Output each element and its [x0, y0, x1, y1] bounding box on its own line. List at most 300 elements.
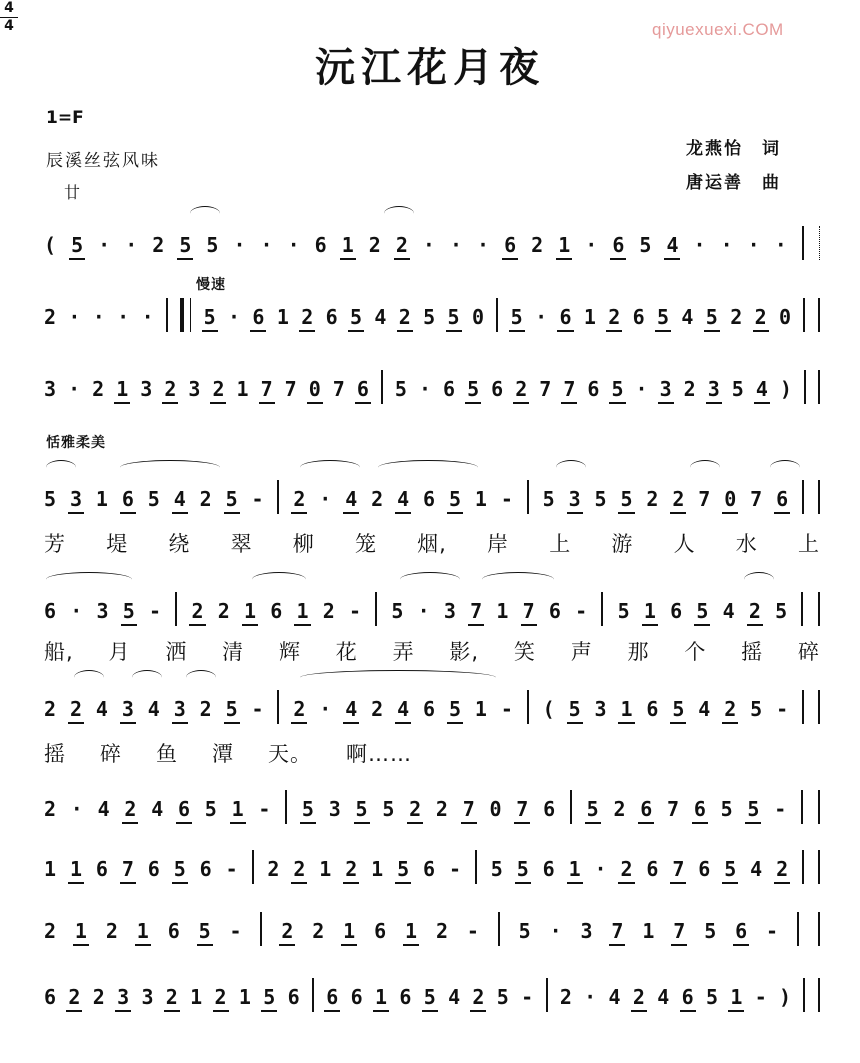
- bar-line: [498, 912, 500, 946]
- note: 5: [173, 857, 186, 881]
- note: 0: [471, 305, 484, 329]
- lyric-syllable: 游: [611, 532, 634, 556]
- lyric-syllable: 船,: [44, 640, 74, 664]
- note: ·: [117, 305, 130, 329]
- note: 3: [580, 919, 593, 943]
- note: 2: [92, 377, 105, 401]
- note: 6: [543, 797, 556, 821]
- note: 2: [68, 985, 81, 1009]
- lyric-syllable: 洒: [165, 640, 188, 664]
- note: 5: [198, 919, 211, 943]
- slur: [190, 206, 220, 221]
- note: 5: [447, 305, 460, 329]
- note: 2: [124, 797, 137, 821]
- note: 2: [44, 797, 57, 821]
- note: 2: [371, 487, 384, 511]
- bar-line: [801, 790, 803, 824]
- note: 5: [705, 985, 719, 1009]
- lyric-syllable: 人: [673, 532, 696, 556]
- note: 6: [423, 857, 436, 881]
- note: 6: [287, 985, 300, 1009]
- note: ·: [594, 857, 607, 881]
- note: 1: [568, 857, 581, 881]
- note: 2: [199, 697, 212, 721]
- bar-line: [802, 690, 804, 724]
- note: 2: [368, 233, 381, 257]
- note: ·: [92, 305, 105, 329]
- note: 2: [409, 797, 422, 821]
- note: 2: [515, 377, 528, 401]
- note: 6: [559, 305, 572, 329]
- note: 5: [617, 599, 630, 623]
- note: 5: [382, 797, 395, 821]
- slur: [400, 572, 460, 587]
- bar-line: [496, 298, 498, 332]
- note: 2: [608, 305, 621, 329]
- notation-row-3: [44, 372, 820, 402]
- notation-row-7: [44, 792, 820, 822]
- bar-line-end: [819, 226, 820, 260]
- note: 5: [657, 305, 670, 329]
- lyric-syllable: 上: [797, 532, 820, 556]
- bar-line: [527, 480, 529, 514]
- time-signature: [0, 0, 18, 35]
- song-title: 沅江花月夜: [315, 44, 545, 91]
- note: ): [779, 377, 792, 401]
- lyric-syllable: 声: [570, 640, 593, 664]
- note: 1: [343, 919, 356, 943]
- note: 6: [95, 857, 108, 881]
- note: 4: [666, 233, 679, 257]
- lyric-syllable: 柳: [292, 532, 315, 556]
- note: 2: [724, 697, 737, 721]
- note: 6: [646, 697, 659, 721]
- slur: [132, 670, 162, 685]
- note: 7: [563, 377, 576, 401]
- note: -: [251, 697, 264, 721]
- note: 5: [620, 487, 633, 511]
- slur: [46, 460, 76, 475]
- note: 1: [296, 599, 309, 623]
- note: 2: [44, 697, 57, 721]
- lyric-syllable: 岸: [487, 532, 509, 556]
- note: 5: [516, 857, 529, 881]
- slur: [770, 460, 800, 475]
- note: 6: [698, 857, 711, 881]
- note: 3: [121, 697, 134, 721]
- note: 5: [397, 857, 410, 881]
- tempo-mark-slow: 慢速: [196, 277, 226, 293]
- note: 5: [122, 599, 135, 623]
- note: 6: [177, 797, 191, 821]
- bar-line: [175, 592, 177, 626]
- note: 6: [548, 599, 561, 623]
- note: 3: [96, 599, 109, 623]
- bar-line: [802, 850, 804, 884]
- note: 5: [147, 487, 160, 511]
- bar-line: [285, 790, 287, 824]
- bar-line: [804, 370, 806, 404]
- bar-line: [260, 912, 262, 946]
- note: 5: [724, 857, 737, 881]
- composer-credit: 唐运善 曲: [686, 173, 781, 193]
- note: 4: [397, 697, 410, 721]
- lyricist-credit: 龙燕怡 词: [686, 139, 781, 159]
- note: 5: [696, 599, 709, 623]
- note: 5: [672, 697, 685, 721]
- note: 2: [44, 919, 57, 943]
- lyric-syllable: 弄: [392, 640, 415, 664]
- tempo-mark-expressive: 恬雅柔美: [46, 435, 106, 451]
- note: 4: [95, 697, 108, 721]
- lyric-syllable: 清: [222, 640, 245, 664]
- note: ·: [584, 985, 597, 1009]
- note: 7: [462, 797, 475, 821]
- note: 2: [730, 305, 743, 329]
- note: 6: [504, 233, 517, 257]
- note: 4: [755, 377, 768, 401]
- note: 6: [199, 857, 212, 881]
- note: 5: [705, 305, 718, 329]
- note: -: [575, 599, 588, 623]
- note: 4: [345, 697, 358, 721]
- note: 1: [341, 233, 354, 257]
- lyric-syllable: 那: [627, 640, 650, 664]
- note: 6: [693, 797, 706, 821]
- note: 7: [667, 797, 680, 821]
- bar-line: [312, 978, 314, 1012]
- note: ·: [98, 233, 111, 257]
- note: 2: [105, 919, 118, 943]
- note: 3: [568, 487, 581, 511]
- note: 5: [203, 305, 216, 329]
- notation-row-10: [44, 980, 820, 1010]
- slur: [74, 670, 104, 685]
- note: ·: [319, 697, 332, 721]
- note: 6: [542, 857, 555, 881]
- note: 6: [587, 377, 600, 401]
- lyric-syllable: 鱼: [156, 742, 178, 766]
- note: 6: [147, 857, 160, 881]
- note: 2: [620, 857, 633, 881]
- note: 5: [496, 985, 509, 1009]
- note: 1: [730, 985, 743, 1009]
- note: 6: [681, 985, 694, 1009]
- slur: [46, 572, 132, 587]
- note: 6: [491, 377, 504, 401]
- note: 2: [748, 599, 761, 623]
- note: 6: [776, 487, 789, 511]
- note: 3: [659, 377, 672, 401]
- note: 5: [510, 305, 523, 329]
- note: ·: [720, 233, 733, 257]
- note: ·: [422, 233, 435, 257]
- note: 2: [472, 985, 485, 1009]
- note: 6: [325, 305, 338, 329]
- notation-row-9: [44, 914, 820, 944]
- note: ·: [287, 233, 300, 257]
- note: (: [542, 697, 555, 721]
- note: 7: [332, 377, 345, 401]
- notation-row-2: [44, 300, 820, 330]
- bar-line: [802, 226, 804, 260]
- note: 6: [314, 233, 327, 257]
- note: 3: [443, 599, 456, 623]
- note: 2: [212, 377, 225, 401]
- note: 1: [643, 599, 656, 623]
- note: 2: [672, 487, 685, 511]
- note: ·: [141, 305, 154, 329]
- note: 0: [724, 487, 737, 511]
- slur: [252, 572, 306, 587]
- note: 1: [496, 599, 509, 623]
- bar-line-end: [818, 912, 820, 946]
- note: 5: [568, 697, 581, 721]
- slur: [300, 670, 496, 685]
- note: 5: [71, 233, 84, 257]
- note: 0: [308, 377, 321, 401]
- note: 5: [594, 487, 607, 511]
- note: ·: [549, 919, 562, 943]
- slur: [378, 460, 478, 475]
- note: -: [348, 599, 361, 623]
- note: 4: [397, 487, 410, 511]
- note: 2: [301, 305, 314, 329]
- note: 7: [260, 377, 273, 401]
- note: 6: [350, 985, 363, 1009]
- note: ·: [449, 233, 462, 257]
- notation-row-4: [44, 482, 820, 512]
- note: -: [521, 985, 534, 1009]
- bar-line: [277, 690, 279, 724]
- note: 3: [69, 487, 82, 511]
- note: 5: [423, 305, 436, 329]
- note: 4: [681, 305, 694, 329]
- repeat-sign: [180, 298, 191, 332]
- note: 1: [558, 233, 571, 257]
- note: 5: [467, 377, 480, 401]
- note: 3: [173, 697, 186, 721]
- note: 6: [44, 985, 57, 1009]
- note: 5: [747, 797, 760, 821]
- note: 5: [263, 985, 276, 1009]
- note: 2: [322, 599, 335, 623]
- note: 5: [44, 487, 57, 511]
- note: ·: [635, 377, 648, 401]
- note: 2: [69, 697, 82, 721]
- lyric-syllable: 烟,: [417, 532, 447, 556]
- note: ·: [319, 487, 332, 511]
- note: 5: [179, 233, 192, 257]
- note: 4: [97, 797, 110, 821]
- note: 2: [632, 985, 645, 1009]
- note: ·: [228, 305, 241, 329]
- note: 3: [140, 377, 153, 401]
- fermata-count-mark: 廿: [64, 183, 81, 202]
- note: 6: [374, 919, 387, 943]
- note: 5: [639, 233, 652, 257]
- note: 2: [293, 697, 306, 721]
- note: 1: [69, 857, 82, 881]
- bar-line: [277, 480, 279, 514]
- note: -: [229, 919, 242, 943]
- note: 2: [398, 305, 411, 329]
- note: ·: [774, 233, 787, 257]
- note: 4: [608, 985, 621, 1009]
- note: 3: [141, 985, 154, 1009]
- bar-line: [252, 850, 254, 884]
- note: 4: [147, 697, 160, 721]
- note: 1: [116, 377, 129, 401]
- note: 2: [214, 985, 227, 1009]
- site-watermark: qiyuexuexi.COM: [652, 20, 784, 39]
- note: -: [500, 487, 513, 511]
- note: 4: [657, 985, 670, 1009]
- note: ·: [70, 599, 83, 623]
- lyric-syllable: 啊……: [346, 742, 412, 766]
- bar-line-end: [818, 978, 820, 1012]
- note: 1: [276, 305, 289, 329]
- bar-line-end: [818, 790, 820, 824]
- lyric-syllable: 上: [549, 532, 572, 556]
- slur: [744, 572, 774, 587]
- note: 7: [284, 377, 297, 401]
- bar-line: [475, 850, 477, 884]
- notation-row-8: [44, 852, 820, 882]
- note: 0: [489, 797, 502, 821]
- lyric-syllable: 笼: [354, 532, 377, 556]
- note: -: [754, 985, 767, 1009]
- note: 7: [672, 857, 685, 881]
- note: -: [448, 857, 461, 881]
- note: ): [779, 985, 792, 1009]
- lyric-syllable: 摇: [741, 640, 764, 664]
- bar-line: [546, 978, 548, 1012]
- note: 5: [349, 305, 363, 329]
- note: ·: [68, 305, 81, 329]
- note: 6: [640, 797, 653, 821]
- note: 4: [750, 857, 763, 881]
- note: 3: [328, 797, 341, 821]
- note: 5: [750, 697, 763, 721]
- note: 5: [355, 797, 368, 821]
- note: 2: [776, 857, 789, 881]
- note: 6: [423, 697, 436, 721]
- note: 2: [165, 985, 178, 1009]
- note: 5: [518, 919, 531, 943]
- note: 2: [217, 599, 230, 623]
- bar-line: [802, 480, 804, 514]
- note: 2: [683, 377, 696, 401]
- slur: [300, 460, 360, 475]
- note: 1: [95, 487, 108, 511]
- style-note: 辰溪丝弦风味: [46, 151, 160, 171]
- note: 2: [281, 919, 294, 943]
- note: 5: [394, 377, 407, 401]
- note: 6: [735, 919, 748, 943]
- lyric-syllable: 潭: [212, 742, 234, 766]
- note: 5: [704, 919, 717, 943]
- note: 1: [474, 487, 487, 511]
- note: ·: [418, 377, 431, 401]
- note: 7: [750, 487, 763, 511]
- note: 2: [646, 487, 659, 511]
- note: ·: [260, 233, 273, 257]
- note: ·: [70, 797, 83, 821]
- lyric-line-1: [44, 528, 820, 558]
- note: 1: [236, 377, 249, 401]
- note: ·: [747, 233, 760, 257]
- note: -: [766, 919, 779, 943]
- note: 7: [673, 919, 686, 943]
- lyric-syllable: 天。: [268, 742, 312, 766]
- slur: [186, 670, 216, 685]
- note: -: [149, 599, 162, 623]
- note: 2: [531, 233, 544, 257]
- lyric-syllable: 堤: [106, 532, 129, 556]
- slur: [556, 460, 586, 475]
- note: 1: [374, 985, 388, 1009]
- lyric-syllable: 碎: [100, 742, 122, 766]
- note: 1: [136, 919, 149, 943]
- lyric-syllable: 花: [335, 640, 358, 664]
- slur: [384, 206, 414, 221]
- bar-line: [570, 790, 572, 824]
- note: 1: [474, 697, 487, 721]
- time-signature-bottom: 4: [4, 18, 14, 34]
- note: -: [774, 797, 787, 821]
- note: 5: [611, 377, 624, 401]
- note: 6: [167, 919, 180, 943]
- note: 6: [443, 377, 456, 401]
- notation-row-5: [44, 594, 820, 624]
- bar-line-end: [818, 298, 820, 332]
- lyric-syllable: 碎: [797, 640, 820, 664]
- note: 5: [586, 797, 599, 821]
- note: 5: [775, 599, 788, 623]
- note: 5: [225, 487, 238, 511]
- note: 3: [188, 377, 201, 401]
- note: 5: [423, 985, 436, 1009]
- note: 2: [152, 233, 165, 257]
- note: 5: [448, 487, 461, 511]
- note: 5: [490, 857, 503, 881]
- note: 3: [117, 985, 130, 1009]
- note: 1: [319, 857, 332, 881]
- note: 5: [206, 233, 219, 257]
- notation-row-1: [44, 228, 820, 258]
- lyric-syllable: 绕: [168, 532, 191, 556]
- lyric-line-3: [44, 738, 820, 768]
- note: -: [251, 487, 264, 511]
- lyric-syllable: 笑: [513, 640, 536, 664]
- bar-line-end: [818, 592, 820, 626]
- note: 4: [345, 487, 358, 511]
- slur: [120, 460, 220, 475]
- note: 2: [191, 599, 204, 623]
- note: 2: [293, 487, 306, 511]
- note: 2: [312, 919, 325, 943]
- note: 4: [173, 487, 186, 511]
- lyric-syllable: 芳: [44, 532, 66, 556]
- note: 2: [754, 305, 767, 329]
- note: 3: [44, 377, 57, 401]
- note: 2: [435, 797, 448, 821]
- note: 2: [435, 919, 448, 943]
- bar-line: [375, 592, 377, 626]
- note: 6: [121, 487, 134, 511]
- note: 2: [395, 233, 408, 257]
